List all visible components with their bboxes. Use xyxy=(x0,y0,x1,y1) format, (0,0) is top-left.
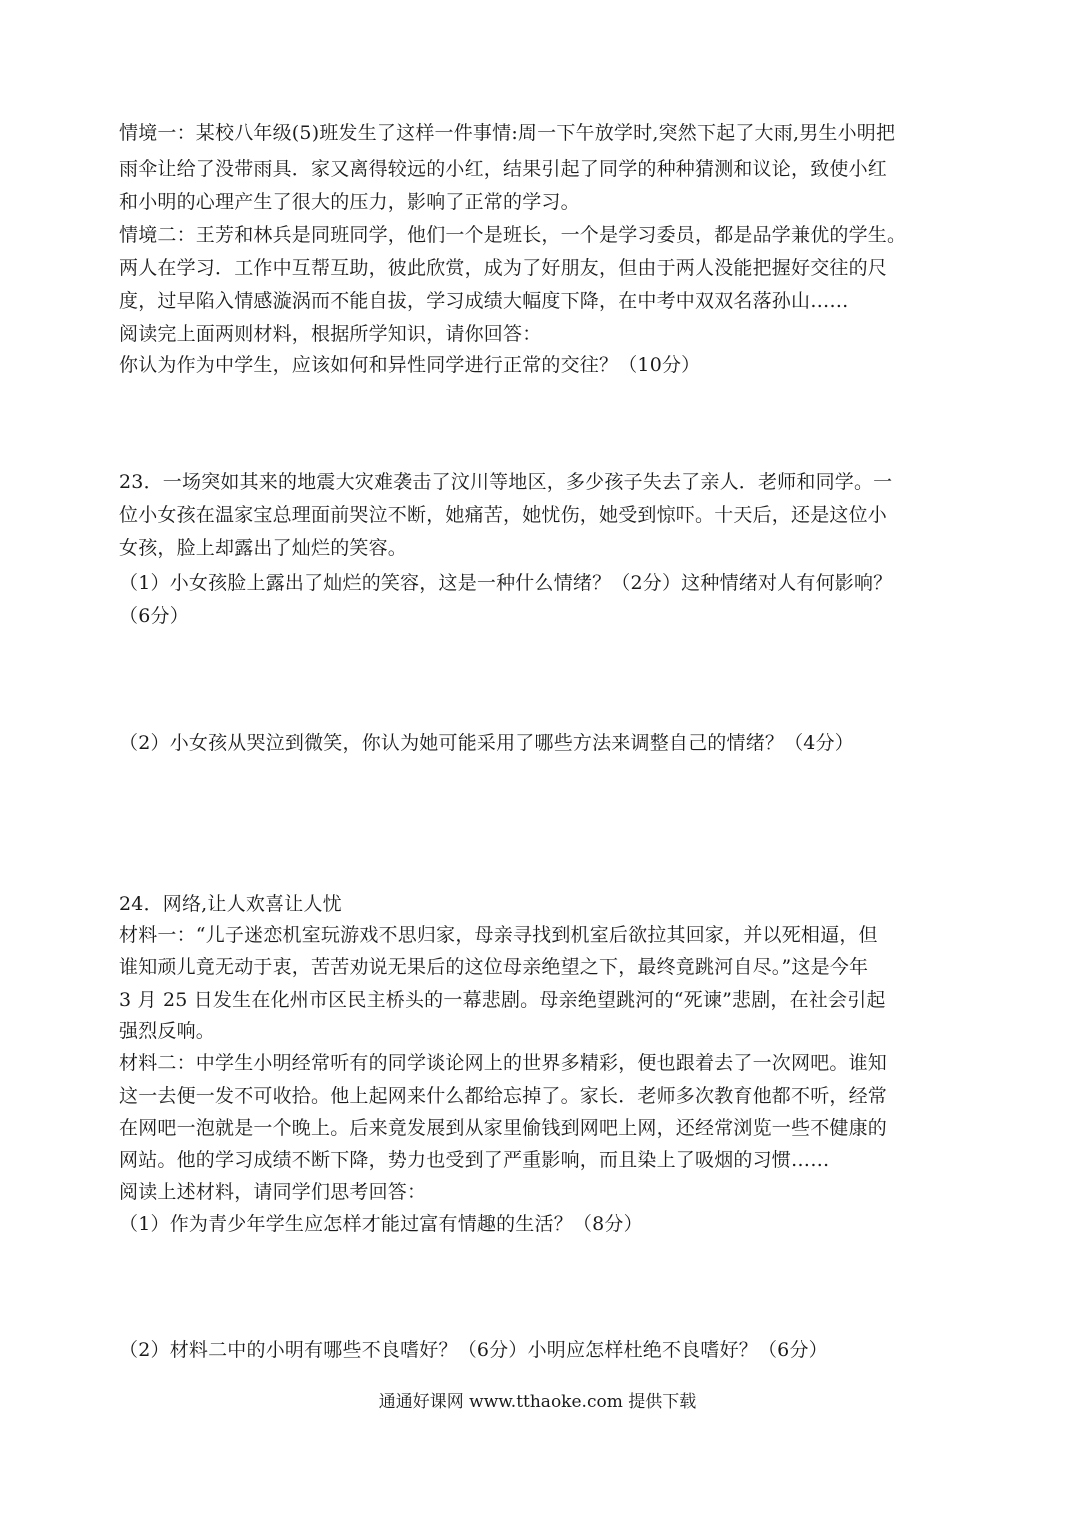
text-line: 度，过早陷入情感漩涡而不能自拔，学习成绩大幅度下降，在中考中双双名落孙山…… xyxy=(119,290,849,312)
question-line: （1）作为青少年学生应怎样才能过富有情趣的生活？（8分） xyxy=(119,1213,643,1235)
text-line: 阅读上述材料，请同学们思考回答： xyxy=(119,1181,427,1203)
text-line: 阅读完上面两则材料，根据所学知识，请你回答： xyxy=(119,323,542,345)
section-heading: 24．网络,让人欢喜让人忧 xyxy=(119,893,342,915)
question-line: （1）小女孩脸上露出了灿烂的笑容，这是一种什么情绪？（2分）这种情绪对人有何影响？ xyxy=(119,572,893,594)
question-line: （2）小女孩从哭泣到微笑，你认为她可能采用了哪些方法来调整自己的情绪？（4分） xyxy=(119,732,854,754)
text-line: 谁知顽儿竟无动于衷，苦苦劝说无果后的这位母亲绝望之下，最终竟跳河自尽。”这是今年 xyxy=(119,956,869,978)
text-line: 在网吧一泡就是一个晚上。后来竟发展到从家里偷钱到网吧上网，还经常浏览一些不健康的 xyxy=(119,1117,888,1139)
text-line: 两人在学习．工作中互帮互助，彼此欣赏，成为了好朋友，但由于两人没能把握好交往的尺 xyxy=(119,257,888,279)
text-line: 情境一：某校八年级(5)班发生了这样一件事情:周一下午放学时,突然下起了大雨,男生小明把 xyxy=(119,122,896,144)
text-line: 强烈反响。 xyxy=(119,1020,216,1042)
text-line: 女孩，脸上却露出了灿烂的笑容。 xyxy=(119,537,408,559)
question-line: 你认为作为中学生，应该如何和异性同学进行正常的交往？（10分） xyxy=(119,354,701,376)
text-line: 23．一场突如其来的地震大灾难袭击了汶川等地区，多少孩子失去了亲人．老师和同学。一 xyxy=(119,471,893,493)
text-line: 这一去便一发不可收拾。他上起网来什么都给忘掉了。家长．老师多次教育他都不听，经常 xyxy=(119,1085,888,1107)
question-line: （2）材料二中的小明有哪些不良嗜好？（6分）小明应怎样杜绝不良嗜好？（6分） xyxy=(119,1339,828,1361)
text-line: 位小女孩在温家宝总理面前哭泣不断，她痛苦，她忧伤，她受到惊吓。十天后，还是这位小 xyxy=(119,504,888,526)
question-line: （6分） xyxy=(119,605,189,627)
text-line: 材料一：“儿子迷恋机室玩游戏不思归家，母亲寻找到机室后欲拉其回家，并以死相逼，但 xyxy=(119,924,878,946)
text-line: 材料二：中学生小明经常听有的同学谈论网上的世界多精彩，便也跟着去了一次网吧。谁知 xyxy=(119,1052,888,1074)
page-footer: 通通好课网 www.tthaoke.com 提供下载 xyxy=(378,1392,697,1412)
text-line: 情境二：王芳和林兵是同班同学，他们一个是班长，一个是学习委员，都是品学兼优的学生。 xyxy=(119,224,907,246)
text-line: 和小明的心理产生了很大的压力，影响了正常的学习。 xyxy=(119,191,580,213)
text-line: 网站。他的学习成绩不断下降，势力也受到了严重影响，而且染上了吸烟的习惯…… xyxy=(119,1149,830,1171)
text-line: 雨伞让给了没带雨具．家又离得较远的小红，结果引起了同学的种种猜测和议论，致使小红 xyxy=(119,158,888,180)
text-line: 3 月 25 日发生在化州市区民主桥头的一幕悲剧。母亲绝望跳河的“死谏”悲剧，在社会引起 xyxy=(119,989,886,1011)
